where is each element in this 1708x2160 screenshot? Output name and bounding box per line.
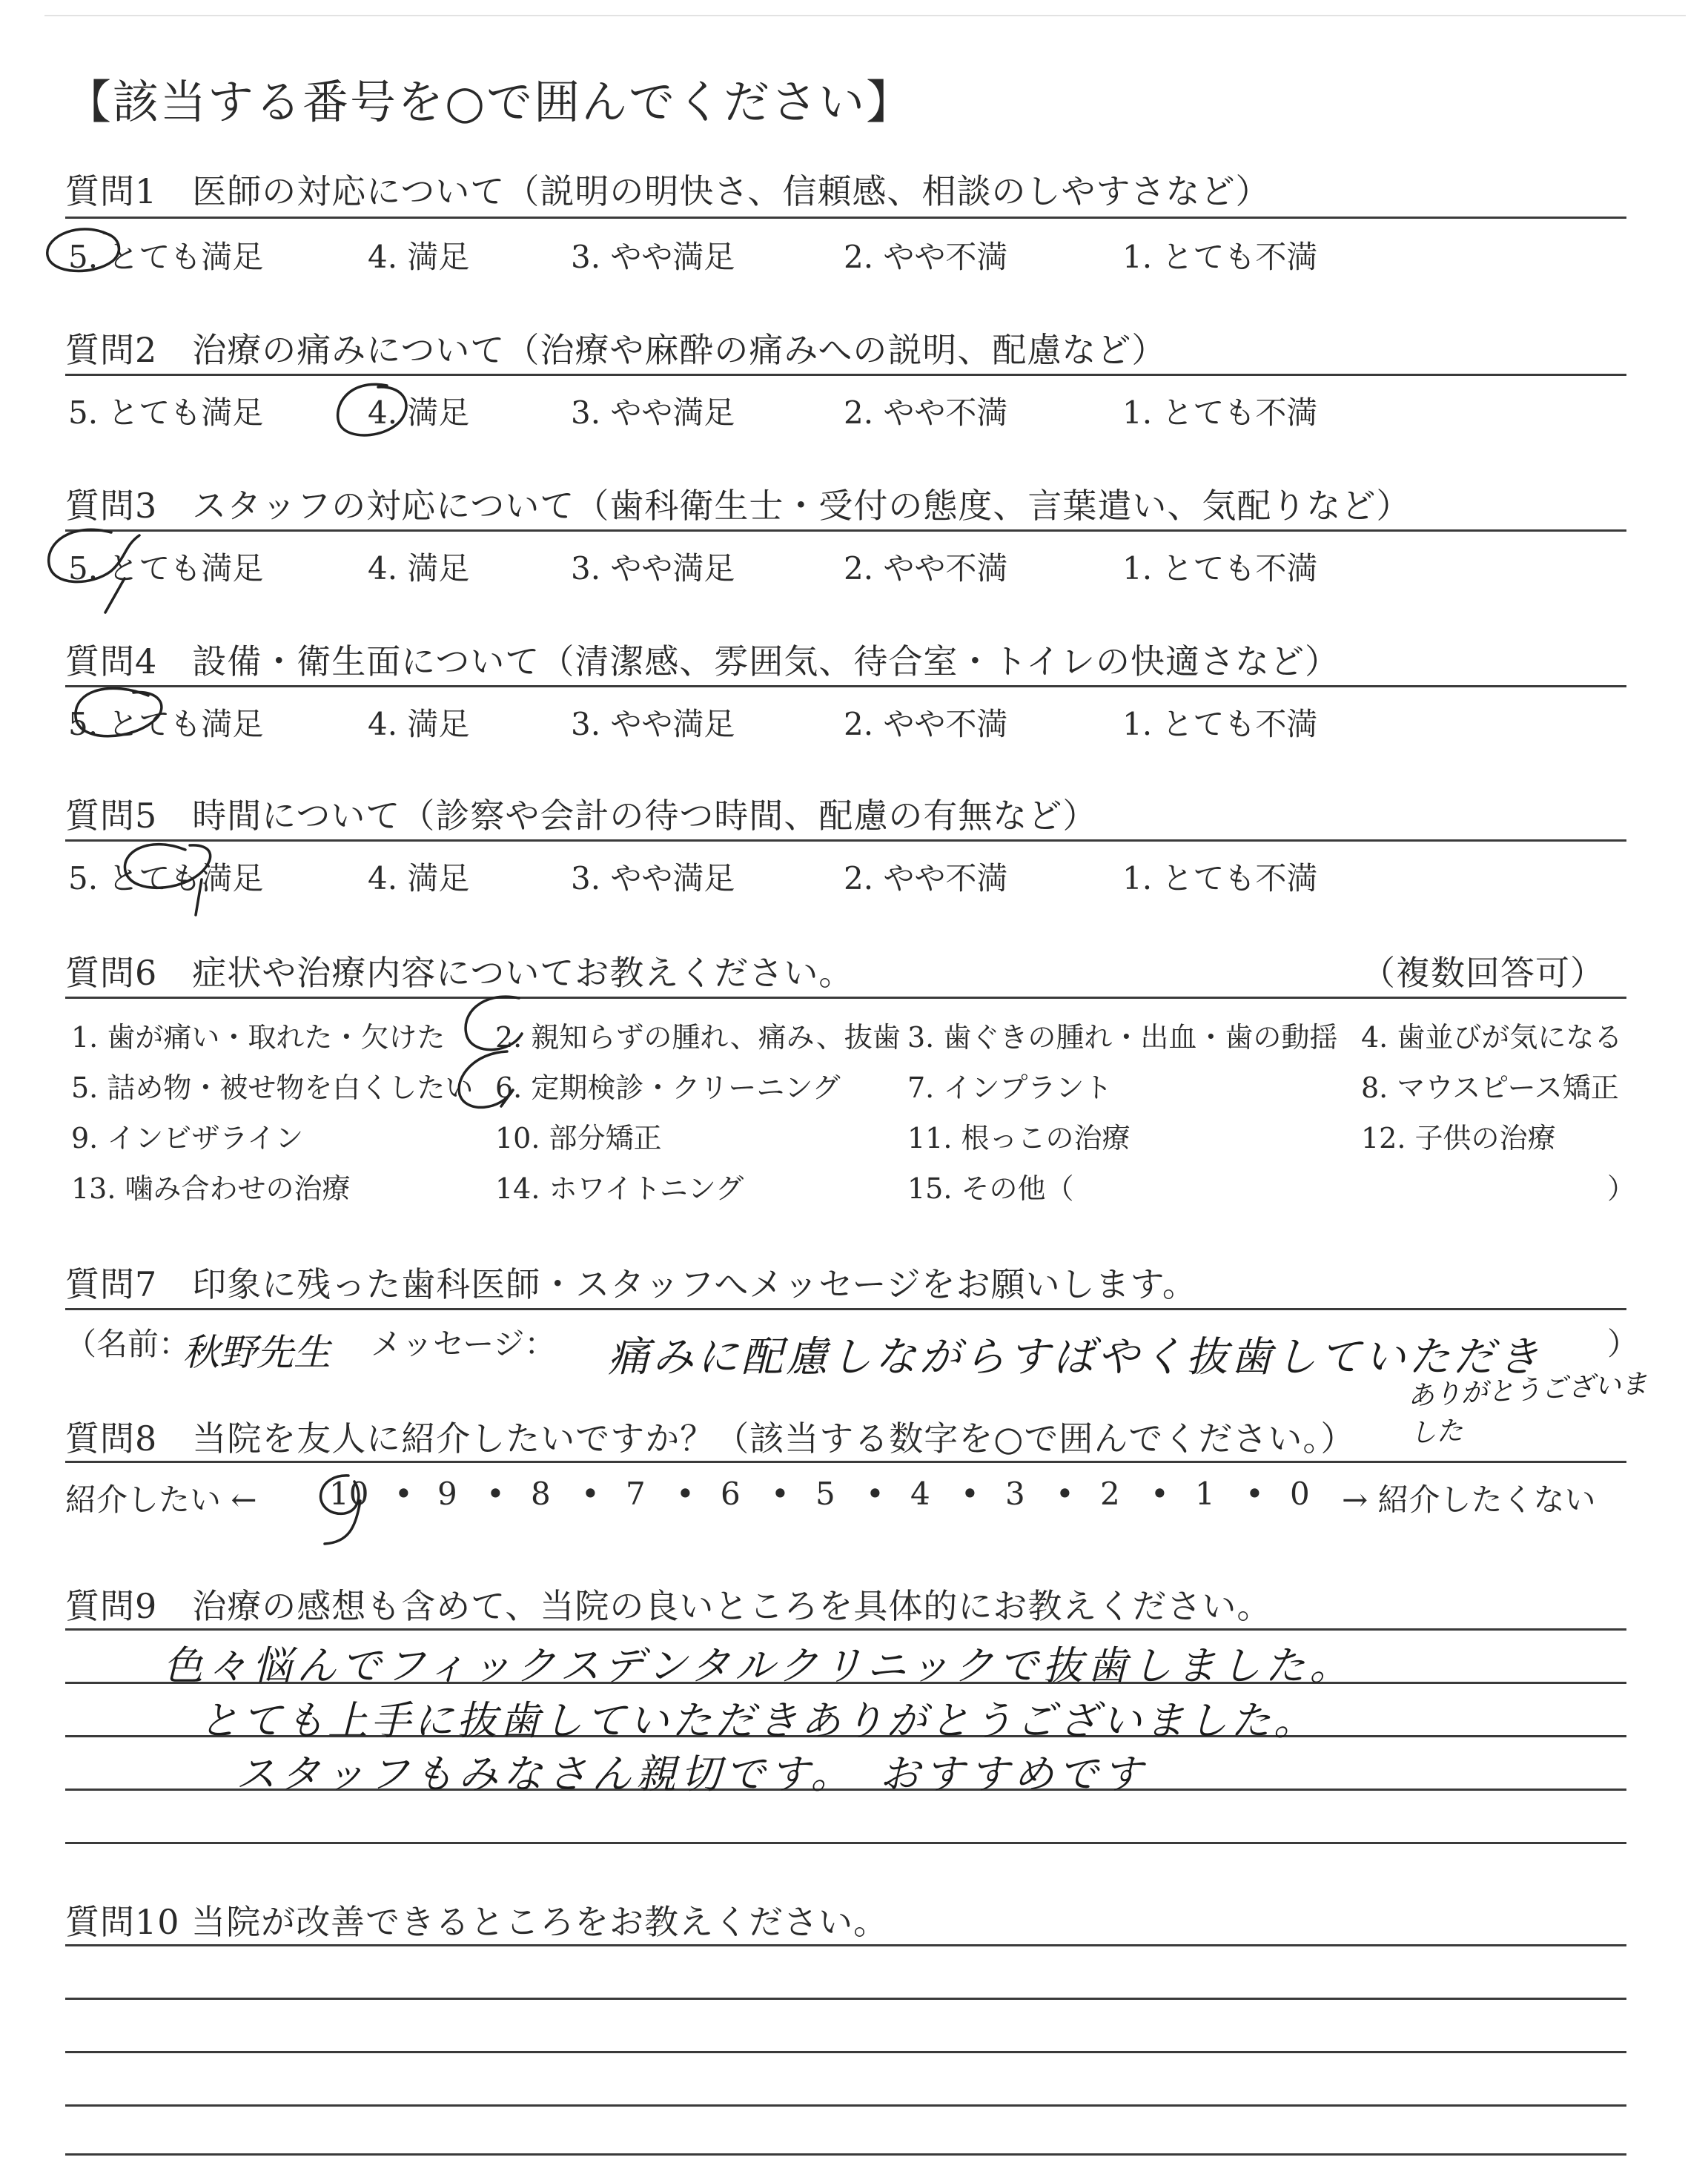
q4-option-3[interactable]: 3. やや満足: [571, 706, 735, 742]
q4-option-5[interactable]: 5. とても満足: [68, 706, 264, 742]
q10-title: 質問10 当院が改善できるところをお教えください。: [65, 1902, 889, 1942]
q1-option-1[interactable]: 1. とても不満: [1122, 239, 1318, 275]
q6-selection-circle-2: [466, 997, 522, 1049]
q3-option-3[interactable]: 3. やや満足: [571, 550, 735, 587]
q8-scale-5[interactable]: 5: [815, 1476, 835, 1512]
q4-option-2[interactable]: 2. やや不満: [844, 706, 1008, 742]
q7-title: 質問7 印象に残った歯科医師・スタッフへメッセージをお願いします。: [65, 1264, 1197, 1304]
q2-option-2[interactable]: 2. やや不満: [844, 394, 1008, 431]
q1-selection-circle: [47, 229, 119, 271]
q5-option-3[interactable]: 3. やや満足: [571, 860, 735, 896]
q8-left-label: 紹介したい ←: [65, 1482, 257, 1518]
q7-message-handwritten-line1[interactable]: 痛みに配慮しながらすばやく抜歯していただき: [608, 1333, 1542, 1381]
q4-option-1[interactable]: 1. とても不満: [1122, 706, 1318, 742]
q1-option-3[interactable]: 3. やや満足: [571, 239, 735, 275]
q3-option-2[interactable]: 2. やや不満: [844, 550, 1008, 587]
q7-message-handwritten-line2[interactable]: ありがとうございました: [1406, 1369, 1649, 1449]
q5-selection-circle: [125, 845, 210, 915]
q2-option-3[interactable]: 3. やや満足: [571, 394, 735, 431]
q4-selection-circle: [76, 688, 162, 736]
q6-selection-circle-6: [459, 1051, 513, 1107]
q1-title: 質問1 医師の対応について（説明の明快さ、信頼感、相談のしやすさなど）: [65, 171, 1271, 211]
q6-item-13[interactable]: 13. 噛み合わせの治療: [71, 1172, 351, 1205]
q8-separator-dot: •: [486, 1476, 505, 1512]
q8-scale-0[interactable]: 0: [1290, 1476, 1310, 1512]
q6-item-4[interactable]: 4. 歯並びが気になる: [1361, 1021, 1623, 1054]
q7-name-handwritten[interactable]: 秋野先生: [182, 1331, 331, 1374]
q8-separator-dot: •: [771, 1476, 790, 1512]
q3-option-5[interactable]: 5. とても満足: [68, 550, 264, 587]
q6-item-6[interactable]: 6. 定期検診・クリーニング: [495, 1071, 841, 1104]
q7-name-label: （名前：: [65, 1326, 191, 1362]
q8-scale-2[interactable]: 2: [1100, 1476, 1120, 1512]
q8-separator-dot: •: [961, 1476, 979, 1512]
q7-message-label: メッセージ：: [371, 1326, 556, 1362]
q8-scale-4[interactable]: 4: [910, 1476, 930, 1512]
q9-answer-handwritten-line1[interactable]: 色々悩んでフィックスデンタルクリニックで抜歯しました。: [163, 1642, 1354, 1689]
q3-option-4[interactable]: 4. 満足: [368, 550, 470, 587]
q6-item-3[interactable]: 3. 歯ぐきの腫れ・出血・歯の動揺: [907, 1021, 1338, 1054]
q6-item-15[interactable]: 15. その他（: [907, 1172, 1074, 1205]
q6-item-5[interactable]: 5. 詰め物・被せ物を白くしたい: [71, 1071, 474, 1104]
q8-scale-10[interactable]: 10: [329, 1476, 369, 1512]
q8-separator-dot: •: [1056, 1476, 1074, 1512]
q6-other-close-paren: ）: [1607, 1172, 1636, 1205]
q4-option-4[interactable]: 4. 満足: [368, 706, 470, 742]
q8-scale-7[interactable]: 7: [626, 1476, 646, 1512]
q6-item-12[interactable]: 12. 子供の治療: [1361, 1122, 1556, 1155]
q2-option-5[interactable]: 5. とても満足: [68, 394, 264, 431]
q7-close-paren: ）: [1607, 1326, 1639, 1362]
q8-scale-6[interactable]: 6: [721, 1476, 741, 1512]
q3-title: 質問3 スタッフの対応について（歯科衛生士・受付の態度、言葉遣い、気配りなど）: [65, 486, 1411, 526]
q1-option-4[interactable]: 4. 満足: [368, 239, 470, 275]
q8-right-label: → 紹介したくない: [1342, 1482, 1596, 1518]
q6-item-7[interactable]: 7. インプラント: [907, 1071, 1113, 1104]
q6-item-1[interactable]: 1. 歯が痛い・取れた・欠けた: [71, 1021, 446, 1054]
q8-scale-8[interactable]: 8: [531, 1476, 551, 1512]
q8-separator-dot: •: [1245, 1476, 1264, 1512]
q2-selection-circle: [338, 384, 406, 435]
q6-multiple-note: （複数回答可）: [1361, 953, 1605, 993]
q5-option-5[interactable]: 5. とても満足: [68, 860, 264, 896]
q4-title: 質問4 設備・衛生面について（清潔感、雰囲気、待合室・トイレの快適さなど）: [65, 641, 1340, 681]
q6-title: 質問6 症状や治療内容についてお教えください。: [65, 953, 854, 993]
q6-item-8[interactable]: 8. マウスピース矯正: [1361, 1071, 1619, 1104]
form-header: 【該当する番号を○で囲んでください】: [65, 75, 914, 129]
q6-item-2[interactable]: 2. 親知らずの腫れ、痛み、抜歯: [495, 1021, 901, 1054]
q8-scale-9[interactable]: 9: [437, 1476, 457, 1512]
q8-title: 質問8 当院を友人に紹介したいですか？（該当する数字を○で囲んでください。）: [65, 1418, 1356, 1459]
q8-separator-dot: •: [866, 1476, 884, 1512]
q3-option-1[interactable]: 1. とても不満: [1122, 550, 1318, 587]
q5-option-1[interactable]: 1. とても不満: [1122, 860, 1318, 896]
q6-item-9[interactable]: 9. インビザライン: [71, 1122, 304, 1155]
q8-scale-1[interactable]: 1: [1195, 1476, 1215, 1512]
q5-option-4[interactable]: 4. 満足: [368, 860, 470, 896]
q8-separator-dot: •: [581, 1476, 600, 1512]
q3-selection-circle: [49, 529, 139, 612]
q6-item-10[interactable]: 10. 部分矯正: [495, 1122, 662, 1155]
q6-item-14[interactable]: 14. ホワイトニング: [495, 1172, 744, 1205]
q8-separator-dot: •: [394, 1476, 413, 1512]
q1-option-5[interactable]: 5. とても満足: [68, 239, 264, 275]
q5-title: 質問5 時間について（診察や会計の待つ時間、配慮の有無など）: [65, 796, 1098, 836]
q2-title: 質問2 治療の痛みについて（治療や麻酔の痛みへの説明、配慮など）: [65, 330, 1167, 370]
q8-separator-dot: •: [1151, 1476, 1169, 1512]
q5-option-2[interactable]: 2. やや不満: [844, 860, 1008, 896]
q8-selection-circle-9: [321, 1476, 360, 1544]
q9-answer-handwritten-line2[interactable]: とても上手に抜歯していただきありがとうございました。: [199, 1697, 1317, 1744]
q8-separator-dot: •: [676, 1476, 695, 1512]
q2-option-4[interactable]: 4. 満足: [368, 394, 470, 431]
q1-option-2[interactable]: 2. やや不満: [844, 239, 1008, 275]
q6-item-11[interactable]: 11. 根っこの治療: [907, 1122, 1131, 1155]
q9-answer-handwritten-line3[interactable]: スタッフもみなさん親切です。 おすすめです: [236, 1751, 1148, 1797]
q9-title: 質問9 治療の感想も含めて、当院の良いところを具体的にお教えください。: [65, 1586, 1272, 1626]
q2-option-1[interactable]: 1. とても不満: [1122, 394, 1318, 431]
q8-scale-3[interactable]: 3: [1005, 1476, 1025, 1512]
